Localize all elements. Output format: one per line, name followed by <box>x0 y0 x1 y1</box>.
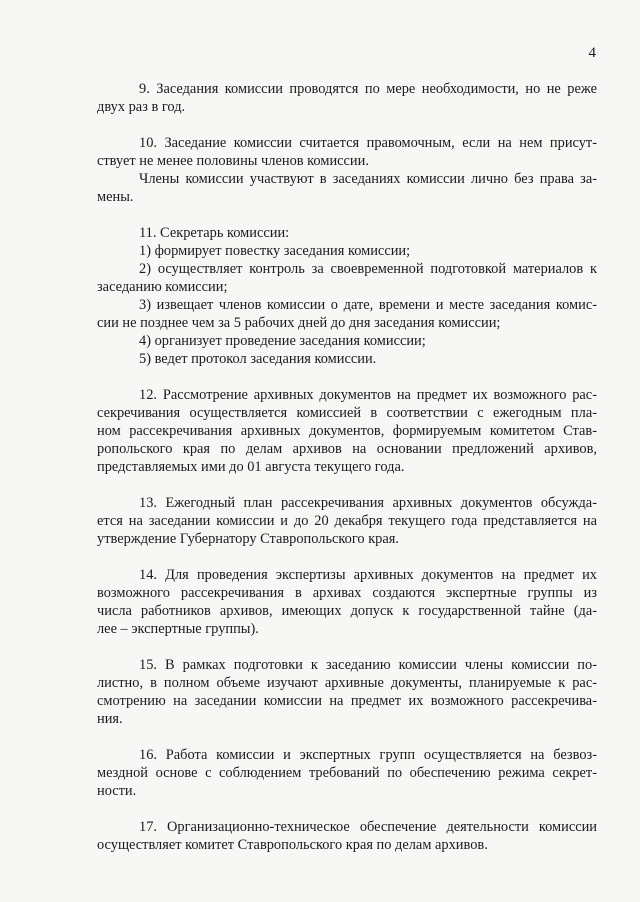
text-line: 12. Рассмотрение архивных документов на предмет их возможного рас- <box>139 387 597 403</box>
text-line: 5) ведет протокол заседания комиссии. <box>139 351 377 367</box>
text-line: ствует не менее половины членов комиссии. <box>97 153 369 169</box>
text-line: утверждение Губернатору Ставропольского края. <box>97 531 399 547</box>
text-line: ности. <box>97 783 137 799</box>
text-line: осуществляет комитет Ставропольского края по делам архивов. <box>97 837 488 853</box>
text-line: 14. Для проведения экспертизы архивных документов на предмет их <box>139 567 597 583</box>
paragraph-item-1 <box>97 80 597 116</box>
paragraph-item-6 <box>97 566 597 638</box>
paragraph-item-5 <box>97 494 597 548</box>
text-line: ния. <box>97 711 123 727</box>
text-line: ется на заседании комиссии и до 20 декабря текущего года представляется на <box>97 513 597 529</box>
text-line: представляемых ими до 01 августа текущего года. <box>97 459 405 475</box>
text-line: числа работников архивов, имеющих допуск к государственной тайне (да- <box>97 603 597 619</box>
text-line: 11. Секретарь комиссии: <box>139 225 290 241</box>
text-line: ропольского края по делам архивов на основании предложений архивов, <box>97 441 597 457</box>
paragraph-item-4 <box>97 386 597 476</box>
page-number: 4 <box>588 45 596 61</box>
text-line: возможного рассекречивания в архивах создаются экспертные группы из <box>97 585 597 601</box>
paragraph-item-2 <box>97 134 597 206</box>
text-line: 9. Заседания комиссии проводятся по мере необходимости, но не реже <box>139 81 597 97</box>
text-line: 2) осуществляет контроль за своевременной подготовкой материалов к <box>139 261 597 277</box>
paragraph-item-3 <box>97 224 597 368</box>
text-line: мездной основе с соблюдением требований по обеспечению режима секрет- <box>97 765 597 781</box>
text-line: лее – экспертные группы). <box>97 621 259 637</box>
text-line: 16. Работа комиссии и экспертных групп осуществляется на безвоз- <box>139 747 597 763</box>
text-line: 1) формирует повестку заседания комиссии; <box>139 243 411 259</box>
text-line: мены. <box>97 189 134 205</box>
text-line: секречивания осуществляется комиссией в соответствии с ежегодным пла- <box>97 405 597 421</box>
text-line: 13. Ежегодный план рассекречивания архивных документов обсужда- <box>139 495 597 511</box>
text-line: 10. Заседание комиссии считается правомочным, если на нем присут- <box>139 135 597 151</box>
text-line: сии не позднее чем за 5 рабочих дней до дня заседания комиссии; <box>97 315 501 331</box>
text-line: 15. В рамках подготовки к заседанию комиссии члены комиссии по- <box>139 657 597 673</box>
text-line: заседанию комиссии; <box>97 279 228 295</box>
text-line: ном рассекречивания архивных документов, формируемым комитетом Став- <box>97 423 597 439</box>
text-line: смотрению на заседании комиссии на предмет их возможного рассекречива- <box>97 693 597 709</box>
text-line: двух раз в год. <box>97 99 186 115</box>
document-body <box>97 80 597 872</box>
text-line: 3) извещает членов комиссии о дате, времени и месте заседания комис- <box>139 297 597 313</box>
text-line: 17. Организационно-техническое обеспечение деятельности комиссии <box>139 819 597 835</box>
paragraph-item-8 <box>97 746 597 800</box>
text-line: 4) организует проведение заседания комиссии; <box>139 333 426 349</box>
text-line: Члены комиссии участвуют в заседаниях комиссии лично без права за- <box>139 171 597 187</box>
paragraph-item-9 <box>97 818 597 854</box>
paragraph-item-7 <box>97 656 597 728</box>
text-line: листно, в полном объеме изучают архивные документы, планируемые к рас- <box>97 675 597 691</box>
